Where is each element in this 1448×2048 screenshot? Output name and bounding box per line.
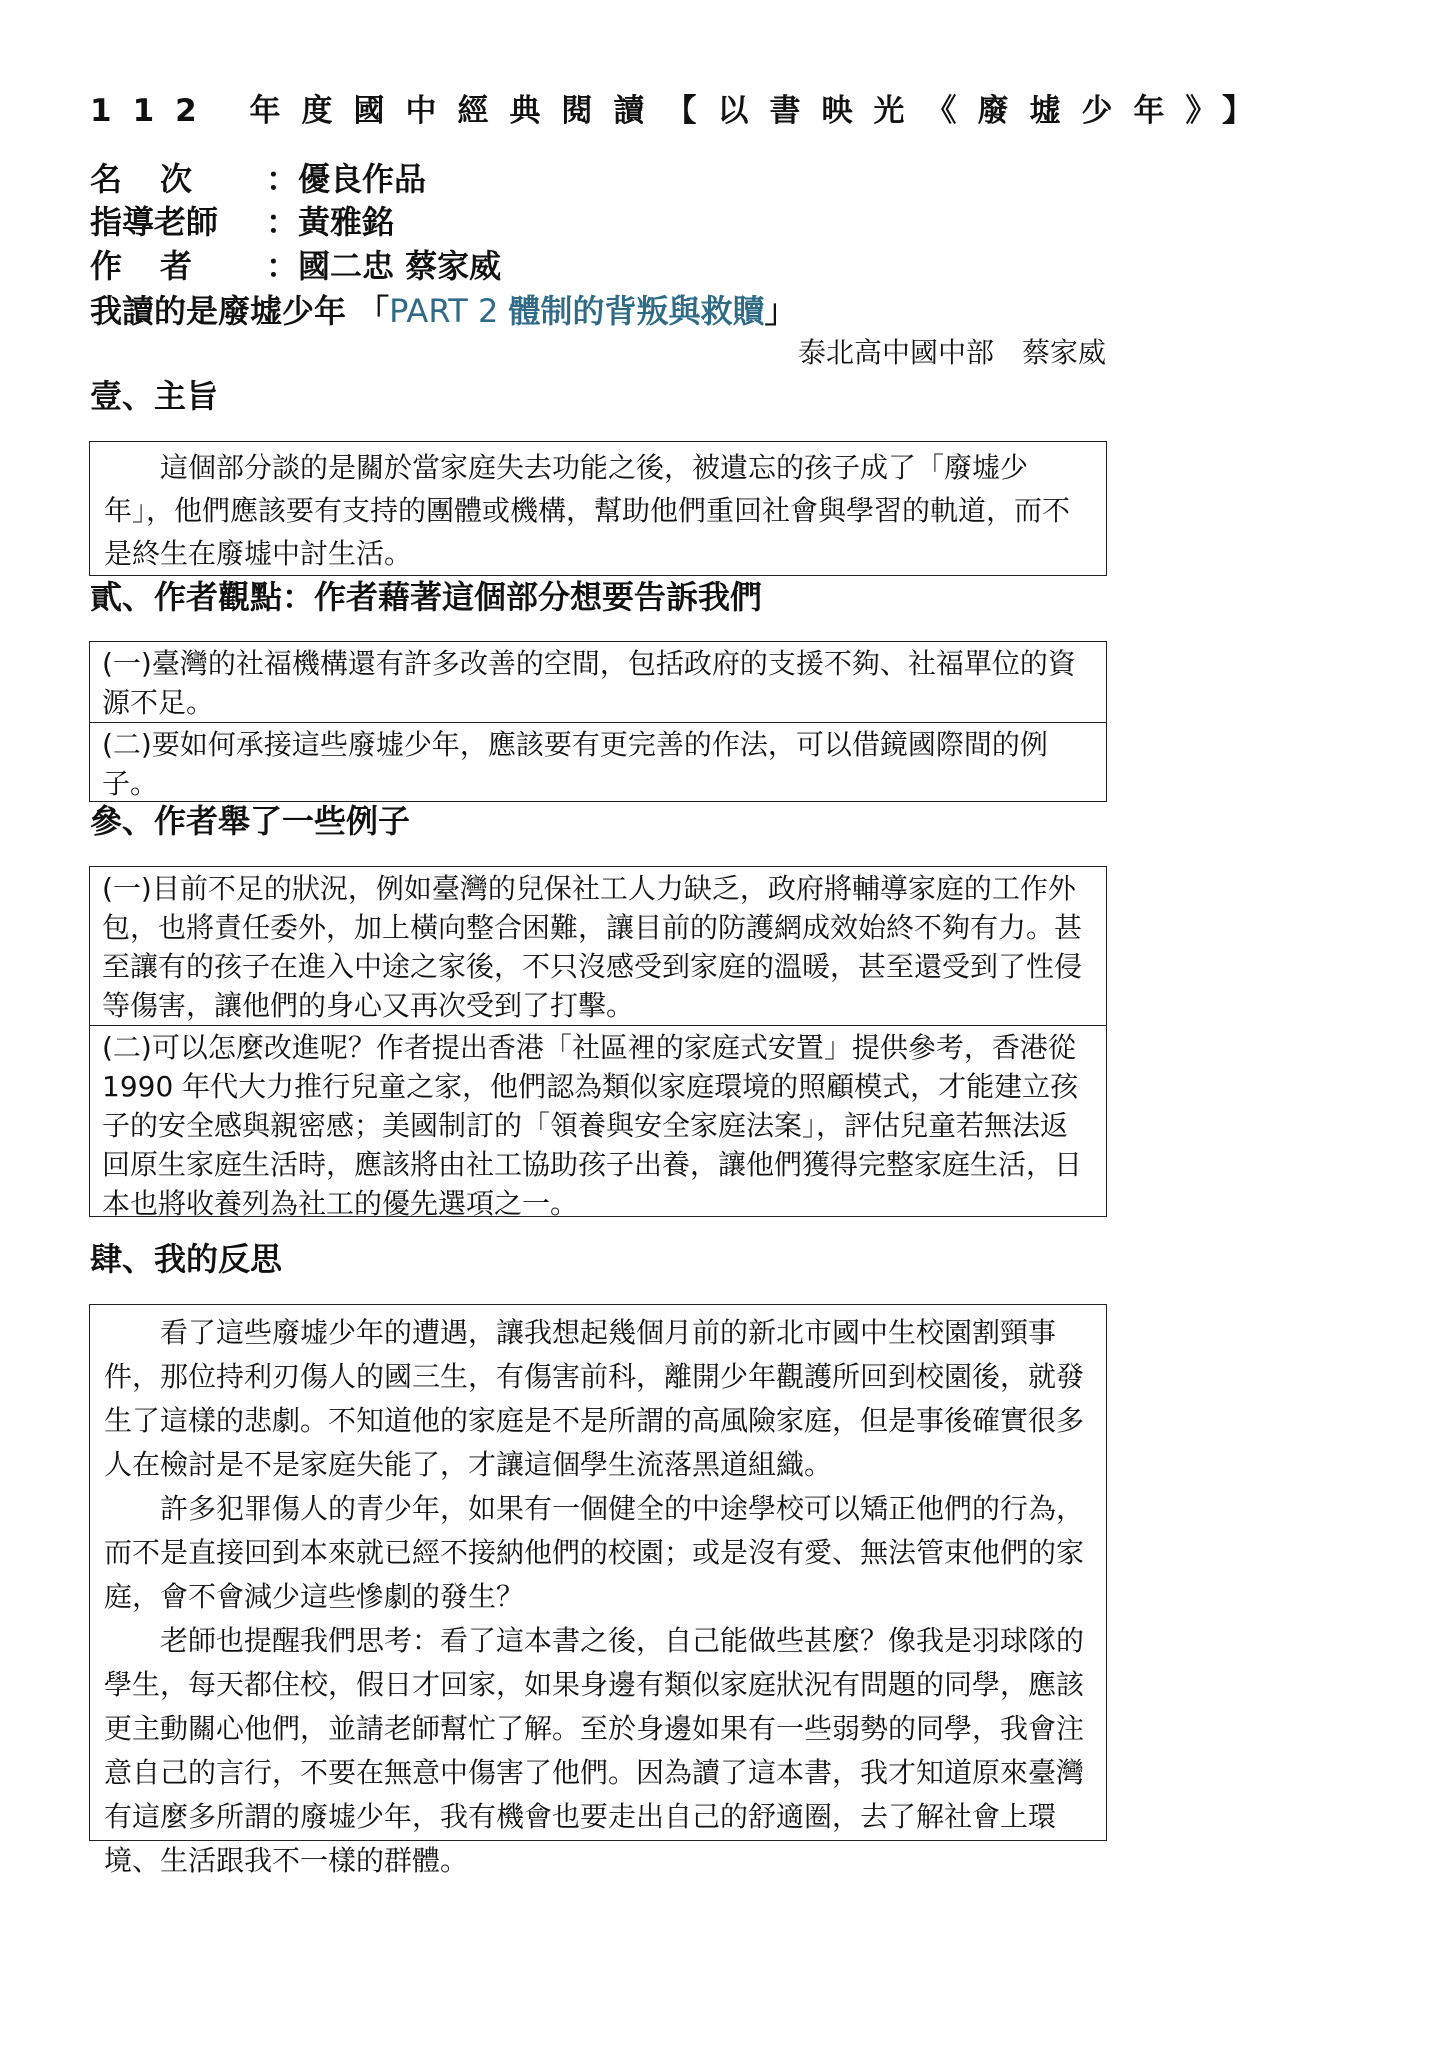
reading-part-label: PART 2	[389, 292, 509, 330]
section-3-box	[89, 866, 1107, 1220]
section-2-item-1: (一)臺灣的社福機構還有許多改善的空間，包括政府的支援不夠、社福單位的資源不足。	[102, 647, 1076, 719]
reading-close-quote: 」	[764, 292, 797, 330]
section-4-title: 肆、我的反思	[90, 1240, 283, 1278]
reading-open-quote: 「	[357, 292, 390, 330]
section-1-title: 壹、主旨	[90, 377, 219, 415]
reading-line	[90, 289, 797, 333]
section-3-title: 參、作者舉了一些例子	[90, 802, 411, 840]
rank-value: 優良作品	[298, 160, 427, 198]
author-label: 作者	[90, 247, 231, 285]
reflection-paragraph-2: 許多犯罪傷人的青少年，如果有一個健全的中途學校可以矯正他們的行為，而不是直接回到本來就已經不接納他們的校園；或是沒有愛、無法管束他們的家庭，會不會減少這些慘劇的發生？	[104, 1492, 1085, 1613]
document-title: 112 年度國中經典閱讀【以書映光《廢墟少年》】	[90, 93, 1274, 129]
section-3-item-1: (一)目前不足的狀況，例如臺灣的兒保社工人力缺乏，政府將輔導家庭的工作外包，也將責任委外，加上橫向整合困難，讓目前的防護網成效始終不夠有力。甚至讓有的孩子在進入中途之家後，不只沒感受到家庭的溫暖，甚至還受到了性侵等傷害，讓他們的身心又再次受到了打擊。	[102, 872, 1083, 1022]
reading-part-title: 體制的背叛與救贖	[508, 292, 765, 330]
reflection-paragraph-3: 老師也提醒我們思考：看了這本書之後，自己能做些甚麼？像我是羽球隊的學生，每天都住校，假日才回家，如果身邊有類似家庭狀況有問題的同學，應該更主動關心他們，並請老師幫忙了解。至於身邊如果有一些弱勢的同學，我會注意自己的言行，不要在無意中傷害了他們。因為讀了這本書，我才知道原來臺灣有這麼多所謂的廢墟少年，我有機會也要走出自己的舒適圈，去了解社會上環境、生活跟我不一樣的群體。	[104, 1624, 1085, 1877]
school-author-line: 泰北高中國中部 蔡家威	[797, 336, 1106, 369]
rank-separator: ：	[266, 160, 299, 198]
section-1-box	[89, 441, 1107, 576]
section-4-box	[89, 1304, 1107, 1877]
section-3-item-2: (二)可以怎麼改進呢？作者提出香港「社區裡的家庭式安置」提供參考，香港從 1990 年代大力推行兒童之家，他們認為類似家庭環境的照顧模式，才能建立孩子的安全感與親密感；美國制訂的「領養與安全家庭法案」，評估兒童若無法返回原生家庭生活時，應該將由社工協助孩子出養，讓他們獲得完整家庭生活，日本也將收養列為社工的優先選項之一。	[90, 1025, 1106, 1216]
reflection-paragraph-1: 看了這些廢墟少年的遭遇，讓我想起幾個月前的新北市國中生校園割頸事件，那位持利刃傷人的國三生，有傷害前科，離開少年觀護所回到校園後，就發生了這樣的悲劇。不知道他的家庭是不是所謂的高風險家庭，但是事後確實很多人在檢討是不是家庭失能了，才讓這個學生流落黑道組織。	[104, 1316, 1085, 1481]
teacher-line	[90, 200, 394, 244]
author-value: 國二忠 蔡家威	[298, 247, 502, 285]
section-2-box	[89, 641, 1107, 802]
rank-line	[90, 157, 426, 201]
teacher-label: 指導老師	[90, 203, 219, 241]
rank-label: 名次	[90, 160, 231, 198]
author-separator: ：	[266, 247, 299, 285]
reading-prefix: 我讀的是廢墟少年	[90, 292, 358, 330]
author-line	[90, 244, 501, 288]
section-2-item-2: (二)要如何承接這些廢墟少年，應該要有更完善的作法，可以借鏡國際間的例子。	[90, 722, 1106, 802]
teacher-value: 黃雅銘	[298, 203, 395, 241]
section-2-title: 貳、作者觀點：作者藉著這個部分想要告訴我們	[90, 578, 763, 616]
teacher-separator: ：	[266, 203, 299, 241]
section-1-text: 這個部分談的是關於當家庭失去功能之後，被遺忘的孩子成了「廢墟少年」，他們應該要有支持的團體或機構，幫助他們重回社會與學習的軌道，而不是終生在廢墟中討生活。	[104, 451, 1071, 570]
